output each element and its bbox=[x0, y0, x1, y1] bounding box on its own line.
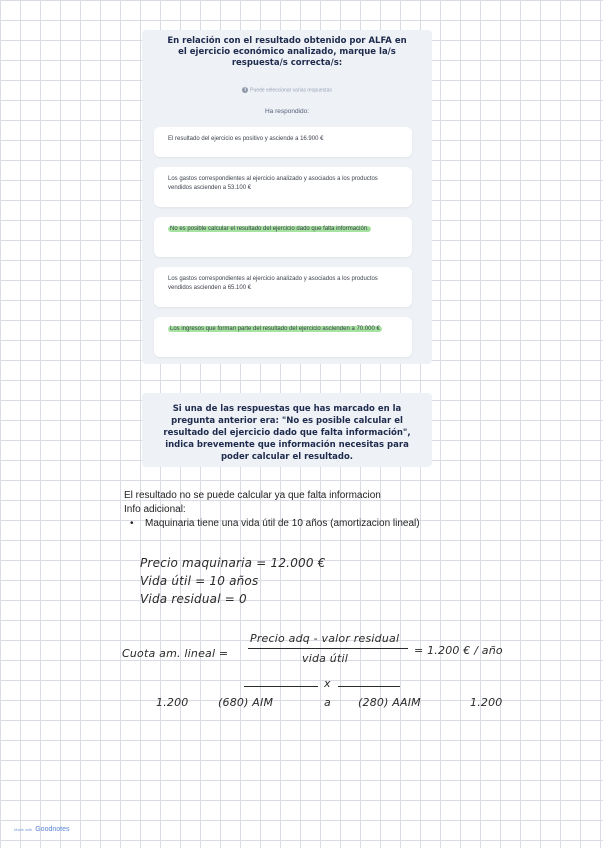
entry-debit-account: (680) AIM bbox=[218, 696, 274, 709]
handwritten-cross: x bbox=[324, 677, 331, 690]
answer-option-selected[interactable] bbox=[154, 217, 412, 257]
handwritten-cuota-label: Cuota am. lineal = bbox=[122, 647, 229, 660]
answer-option-text: Los gastos correspondientes al ejercicio analizado y asociados a los productos vendidos ascienden a 53.100 € bbox=[168, 176, 378, 191]
answer-option[interactable] bbox=[154, 127, 412, 157]
fraction-line bbox=[248, 648, 408, 649]
entry-line-left bbox=[244, 686, 318, 687]
made-with-label: Made with bbox=[14, 827, 33, 832]
goodnotes-watermark bbox=[14, 826, 69, 833]
question2-text: Si una de las respuestas que has marcado en la pregunta anterior era: "No es posible calcular el resultado del ejercicio dado que falta información", indica brevemente que información necesitas para poder calcular el resultado. bbox=[163, 404, 411, 462]
note-line-2: Info adicional: bbox=[124, 504, 186, 515]
answer-option[interactable] bbox=[154, 267, 412, 307]
note-bullet-text: Maquinaria tiene una vida útil de 10 años (amortizacion lineal) bbox=[145, 518, 420, 529]
goodnotes-name: Goodnotes bbox=[35, 826, 70, 833]
entry-credit-account: (280) AAIM bbox=[358, 696, 421, 709]
quiz-card bbox=[142, 30, 432, 364]
handwritten-vida-residual: Vida residual = 0 bbox=[140, 592, 247, 606]
bullet-dot: • bbox=[130, 518, 134, 529]
handwritten-denominator: vida útil bbox=[302, 652, 348, 665]
answer-option-text: No es posible calcular el resultado del ejercicio dado que falta información. bbox=[170, 226, 369, 232]
handwritten-numerator: Precio adq - valor residual bbox=[250, 632, 400, 645]
question2-card bbox=[142, 393, 432, 467]
answer-option-text: Los gastos correspondientes al ejercicio analizado y asociados a los productos vendidos ascienden a 65.100 € bbox=[168, 276, 378, 291]
info-icon: i bbox=[242, 87, 248, 93]
note-line-1: El resultado no se puede calcular ya que falta informacion bbox=[124, 490, 381, 501]
handwritten-vida-util: Vida útil = 10 años bbox=[140, 574, 259, 588]
answer-option-selected[interactable] bbox=[154, 317, 412, 357]
handwritten-precio: Precio maquinaria = 12.000 € bbox=[140, 556, 326, 570]
answer-option[interactable] bbox=[154, 167, 412, 207]
quiz-question-title: En relación con el resultado obtenido por ALFA en el ejercicio económico analizado, marque la/s respuesta/s correcta/s: bbox=[167, 36, 407, 68]
answered-label: Ha respondido: bbox=[264, 108, 310, 115]
hint-text: i Puede seleccionar varias respuestas bbox=[142, 87, 432, 93]
answer-option-text: Los ingresos que forman parte del resultado del ejercicio ascienden a 70.000 € bbox=[170, 326, 380, 332]
entry-a: a bbox=[324, 696, 331, 709]
entry-debit-amount: 1.200 bbox=[156, 696, 189, 709]
entry-credit-amount: 1.200 bbox=[470, 696, 503, 709]
entry-line-right bbox=[338, 686, 400, 687]
answer-option-text: El resultado del ejercicio es positivo y asciende a 16.900 € bbox=[168, 136, 324, 142]
handwritten-result: = 1.200 € / año bbox=[414, 644, 503, 657]
